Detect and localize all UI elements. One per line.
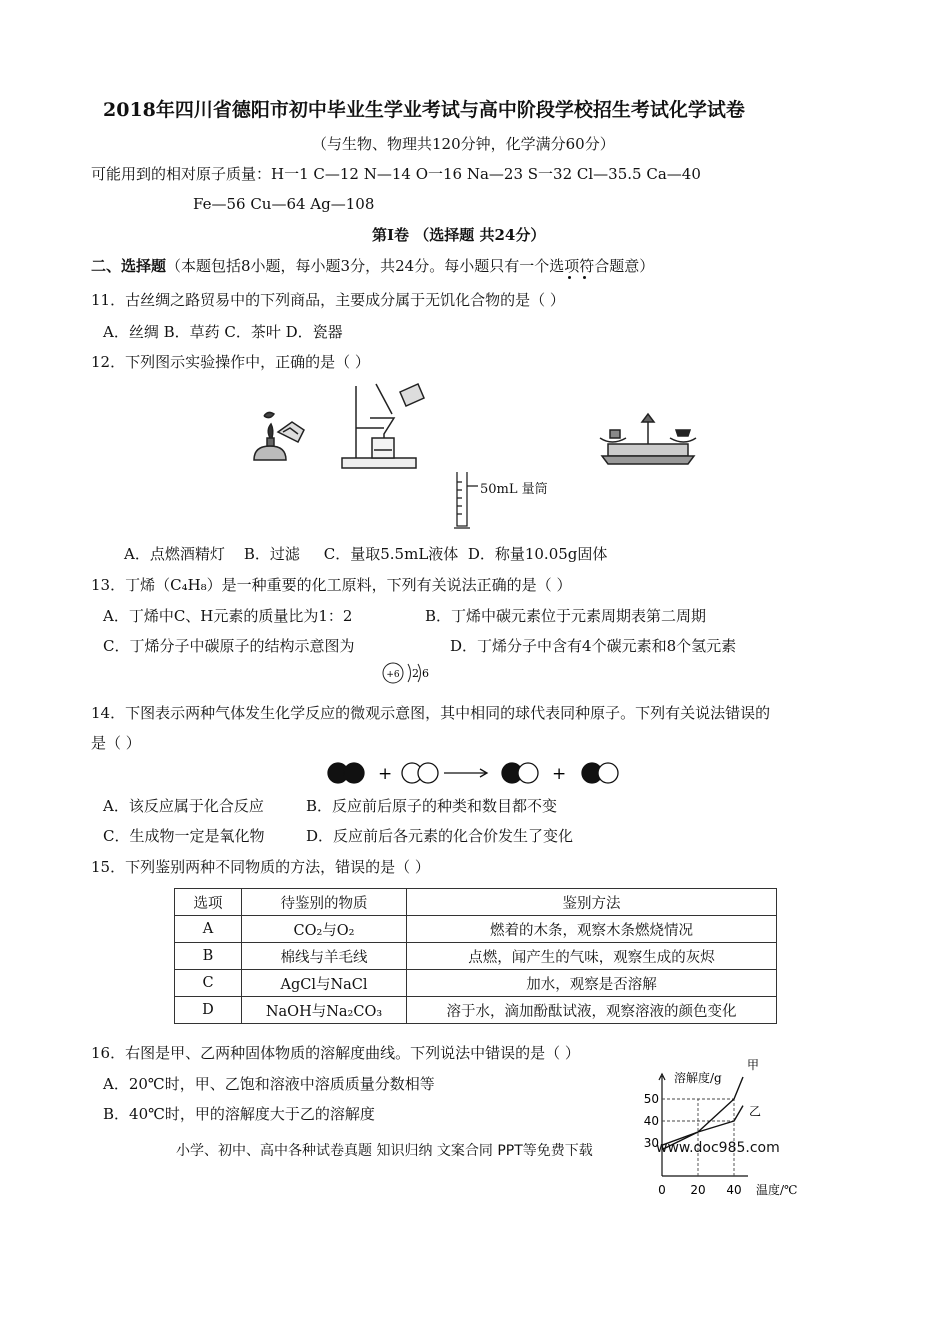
q11-stem: 11．古丝绸之路贸易中的下列商品，主要成分属于无饥化合物的是（ ） bbox=[91, 291, 565, 309]
q13-option-a: A．丁烯中C、H元素的质量比为1：2 bbox=[103, 607, 353, 625]
q12-options: A．点燃酒精灯 B．过滤 C．量取5.5mL液体 D．称量10.05g固体 bbox=[124, 545, 608, 563]
part-label: 二、选择题 bbox=[91, 257, 167, 275]
q15-table bbox=[174, 888, 777, 1024]
series-curve-jia bbox=[662, 1077, 743, 1150]
cylinder-label: 50mL 量筒 bbox=[480, 482, 548, 497]
table-row bbox=[175, 943, 777, 970]
q14-option-d: D．反应前后各元素的化合价发生了变化 bbox=[306, 827, 574, 845]
q14-option-a: A．该反应属于化合反应 bbox=[103, 797, 264, 815]
q16-option-b: B．40℃时，甲的溶解度大于乙的溶解度 bbox=[103, 1105, 375, 1123]
table-row bbox=[175, 916, 777, 943]
atom-shell1-label: 2 bbox=[412, 667, 419, 680]
q14-option-c: C．生成物一定是氧化物 bbox=[103, 827, 265, 845]
table-cell: 加水，观察是否溶解 bbox=[407, 970, 777, 997]
reaction-diagram bbox=[326, 760, 626, 786]
y-tick-label: 50 bbox=[643, 1092, 659, 1106]
table-cell: 燃着的木条，观察木条燃烧情况 bbox=[407, 916, 777, 943]
y-tick-label: 30 bbox=[643, 1136, 659, 1150]
q13-option-b: B．丁烯中碳元素位于元素周期表第二周期 bbox=[425, 607, 707, 625]
atom-shell2-label: 6 bbox=[422, 667, 429, 680]
q14-stem-line1: 14．下图表示两种气体发生化学反应的微观示意图，其中相同的球代表同种原子。下列有关说法错误的 bbox=[91, 704, 771, 722]
measuring-cylinder-icon bbox=[452, 470, 472, 532]
atom-nucleus-label: +6 bbox=[386, 670, 400, 680]
page-title: 2018年四川省德阳市初中毕业生学业考试与高中阶段学校招生考试化学试卷 bbox=[103, 99, 745, 121]
watermark-site: www.doc985.com bbox=[656, 1140, 780, 1156]
table-row bbox=[175, 997, 777, 1024]
column-header: 待鉴别的物质 bbox=[242, 889, 407, 916]
part-heading bbox=[91, 256, 654, 276]
alcohol-lamp-icon bbox=[248, 408, 308, 470]
table-cell: B bbox=[175, 943, 242, 970]
table-cell: AgCl与NaCl bbox=[242, 970, 407, 997]
solubility-chart bbox=[636, 1058, 816, 1197]
part-note: （本题包括8小题，每小题3分，共24分。每小题只有一个选项符合题意） bbox=[166, 257, 655, 275]
emphasis-dot bbox=[583, 276, 586, 279]
series-label: 甲 bbox=[747, 1058, 760, 1072]
x-tick-label: 20 bbox=[690, 1183, 706, 1197]
x-tick-label: 0 bbox=[658, 1183, 666, 1197]
carbon-atom-diagram bbox=[380, 658, 434, 690]
section-heading: 第Ⅰ卷 （选择题 共24分） bbox=[372, 226, 546, 244]
table-header-row bbox=[175, 889, 777, 916]
q11-options: A．丝绸 B．草药 C．茶叶 D．瓷器 bbox=[103, 323, 343, 341]
filtration-apparatus-icon bbox=[340, 380, 430, 475]
y-axis-label: 溶解度/g bbox=[674, 1071, 722, 1085]
column-header: 选项 bbox=[175, 889, 242, 916]
q14-stem-line2: 是（ ） bbox=[91, 734, 141, 752]
atomic-masses-line2: Fe—56 Cu—64 Ag—108 bbox=[193, 195, 375, 213]
x-tick-label: 40 bbox=[726, 1183, 742, 1197]
table-cell: CO₂与O₂ bbox=[242, 916, 407, 943]
q13-option-c: C．丁烯分子中碳原子的结构示意图为 bbox=[103, 637, 355, 655]
table-cell: D bbox=[175, 997, 242, 1024]
q15-stem: 15．下列鉴别两种不同物质的方法，错误的是（ ） bbox=[91, 858, 430, 876]
balance-scale-icon bbox=[596, 408, 700, 468]
table-cell: 溶于水，滴加酚酞试液，观察溶液的颜色变化 bbox=[407, 997, 777, 1024]
q13-stem: 13．丁烯（C₄H₈）是一种重要的化工原料，下列有关说法正确的是（ ） bbox=[91, 576, 572, 594]
y-tick-label: 40 bbox=[643, 1114, 659, 1128]
table-cell: 点燃，闻产生的气味，观察生成的灰烬 bbox=[407, 943, 777, 970]
page-subtitle: （与生物、物理共120分钟，化学满分60分） bbox=[312, 135, 615, 153]
plus-sign: + bbox=[378, 764, 393, 784]
table-cell: A bbox=[175, 916, 242, 943]
emphasis-dot bbox=[568, 276, 571, 279]
table-cell: NaOH与Na₂CO₃ bbox=[242, 997, 407, 1024]
x-axis-label: 温度/℃ bbox=[756, 1183, 798, 1197]
q13-option-d: D．丁烯分子中含有4个碳元素和8个氢元素 bbox=[450, 637, 737, 655]
table-cell: C bbox=[175, 970, 242, 997]
plus-sign: + bbox=[552, 764, 567, 784]
table-row bbox=[175, 970, 777, 997]
atomic-masses-line1: 可能用到的相对原子质量：H一1 C—12 N—14 O一16 Na—23 S一32 Cl—35.5 Ca—40 bbox=[91, 165, 701, 183]
table-cell: 棉线与羊毛线 bbox=[242, 943, 407, 970]
q16-option-a: A．20℃时，甲、乙饱和溶液中溶质质量分数相等 bbox=[103, 1075, 435, 1093]
q12-stem: 12．下列图示实验操作中，正确的是（ ） bbox=[91, 353, 370, 371]
watermark-text: 小学、初中、高中各种试卷真题 知识归纳 文案合同 PPT等免费下载 bbox=[176, 1143, 593, 1159]
column-header: 鉴别方法 bbox=[407, 889, 777, 916]
q16-stem: 16．右图是甲、乙两种固体物质的溶解度曲线。下列说法中错误的是（ ） bbox=[91, 1044, 580, 1062]
q14-option-b: B．反应前后原子的种类和数目都不变 bbox=[306, 797, 558, 815]
series-label: 乙 bbox=[749, 1104, 762, 1119]
